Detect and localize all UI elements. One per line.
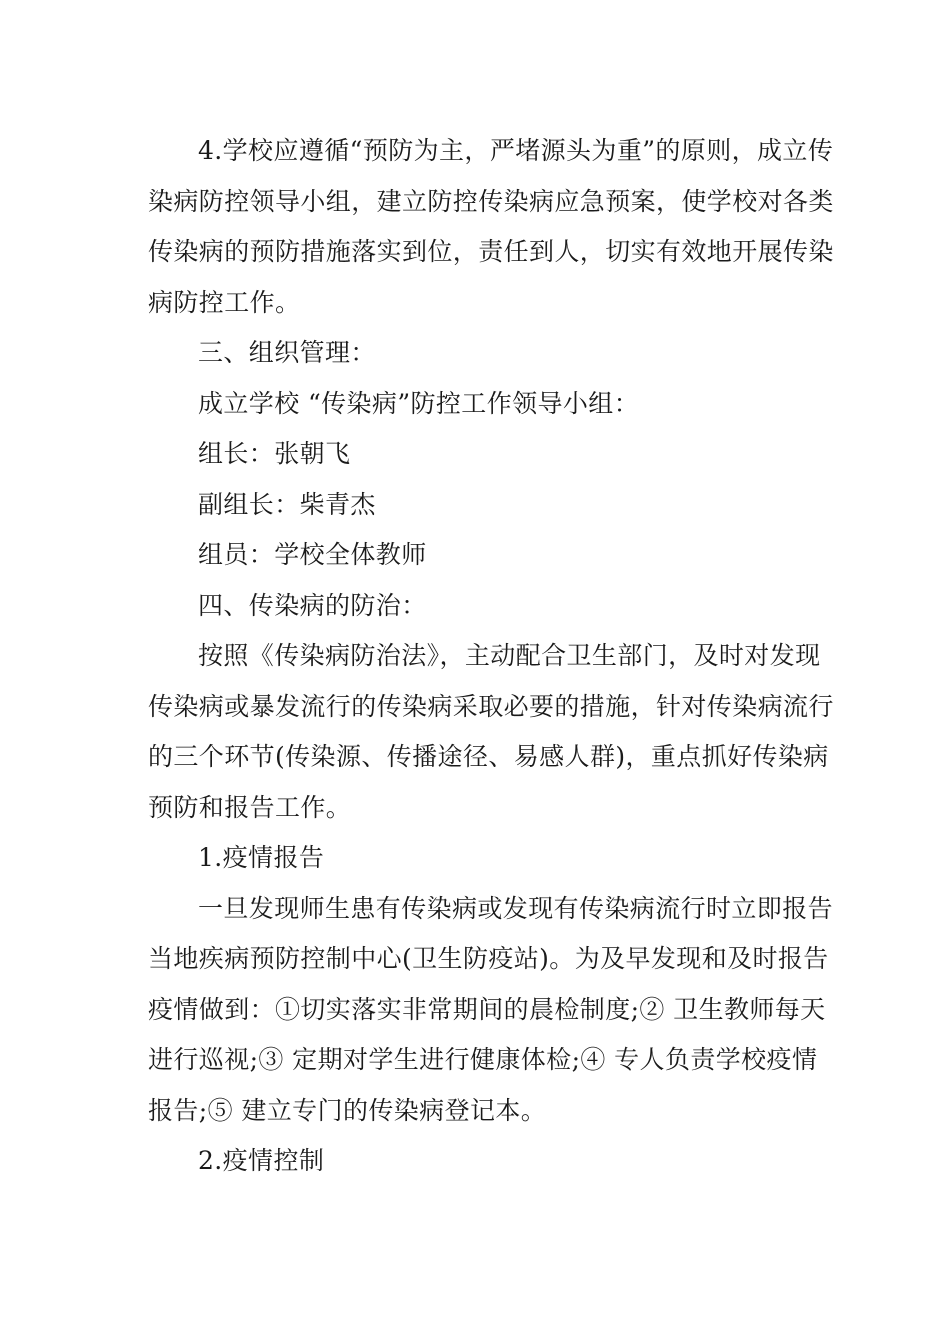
document-body xyxy=(148,126,834,1187)
subheading-epidemic-report: 1.疫情报告 xyxy=(198,843,325,872)
text-line: 染病防控领导小组，建立防控传染病应急预案，使学校对各类 xyxy=(148,186,834,216)
section-heading-prevention: 四、传染病的防治： xyxy=(198,590,427,620)
group-intro: 成立学校 “传染病”防控工作领导小组： xyxy=(198,388,640,418)
group-deputy-leader: 副组长：柴青杰 xyxy=(198,489,376,519)
text-line: 当地疾病预防控制中心(卫生防疫站)。为及早发现和及时报告 xyxy=(148,944,829,973)
text-line: 进行巡视;③ 定期对学生进行健康体检;④ 专人负责学校疫情 xyxy=(148,1045,818,1074)
text-line: 一旦发现师生患有传染病或发现有传染病流行时立即报告 xyxy=(198,893,834,923)
text-line: 的三个环节(传染源、传播途径、易感人群)，重点抓好传染病 xyxy=(148,742,829,771)
text-line: 预防和报告工作。 xyxy=(148,792,352,822)
section-heading-organization: 三、组织管理： xyxy=(198,338,376,367)
text-line: 传染病或暴发流行的传染病采取必要的措施，针对传染病流行 xyxy=(148,691,834,721)
text-line: 疫情做到：①切实落实非常期间的晨检制度;② 卫生教师每天 xyxy=(148,994,826,1024)
text-line: 报告;⑤ 建立专门的传染病登记本。 xyxy=(148,1095,547,1125)
text-line: 4.学校应遵循“预防为主，严堵源头为重”的原则，成立传 xyxy=(198,136,834,165)
text-line: 病防控工作。 xyxy=(148,287,301,317)
group-leader: 组长：张朝飞 xyxy=(198,439,351,468)
group-members: 组员：学校全体教师 xyxy=(198,540,427,569)
subheading-epidemic-control: 2.疫情控制 xyxy=(198,1146,325,1175)
text-line: 传染病的预防措施落实到位，责任到人，切实有效地开展传染 xyxy=(148,237,834,266)
paragraph-principle xyxy=(148,126,834,328)
paragraph-prevention-law xyxy=(148,631,834,833)
text-line: 按照《传染病防治法》，主动配合卫生部门，及时对发现 xyxy=(198,641,821,670)
paragraph-epidemic-report xyxy=(148,884,834,1137)
